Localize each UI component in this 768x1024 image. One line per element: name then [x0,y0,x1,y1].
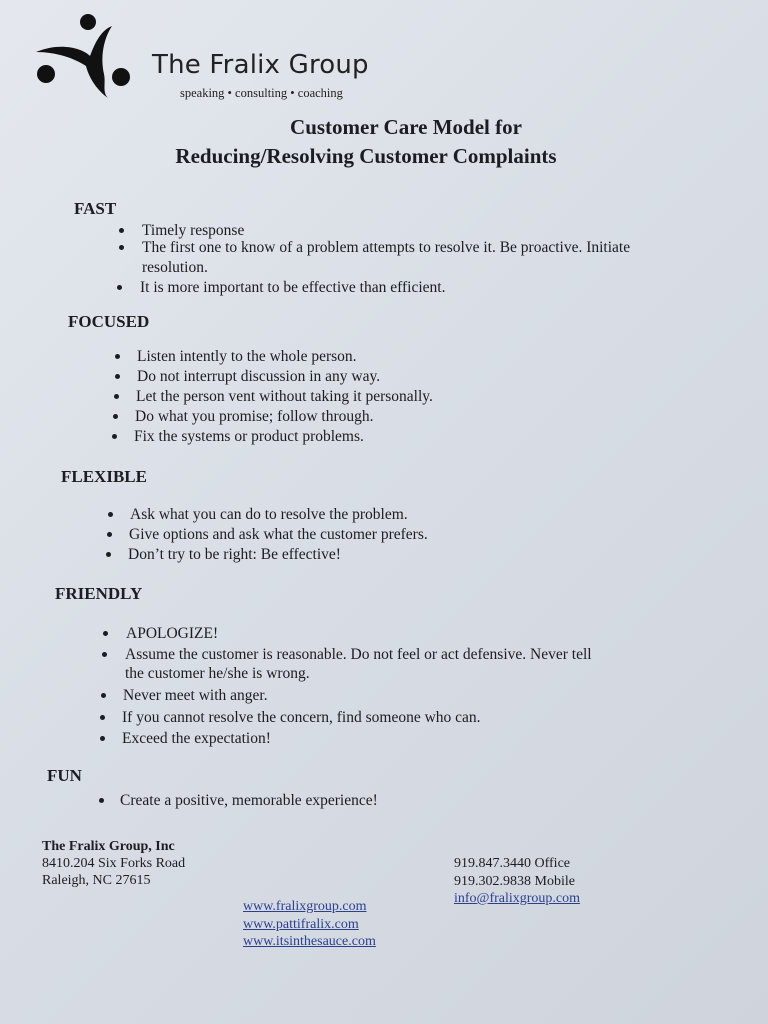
section-heading: FOCUSED [68,312,150,331]
title-line-1: Customer Care Model for [290,115,522,139]
link-fralixgroup[interactable]: www.fralixgroup.com [243,899,367,914]
bullet-icon [119,245,124,250]
title-line-2: Reducing/Resolving Customer Complaints [175,144,557,168]
list-item: Let the person vent without taking it personally. [136,387,433,407]
bullet-list [61,505,428,565]
list-item: Timely response [142,221,630,241]
list-item: Create a positive, memorable experience! [120,791,378,811]
bullet-icon [114,394,119,399]
bullet-icon [100,715,105,720]
list-item: Fix the systems or product problems. [134,427,433,447]
section-heading: FRIENDLY [55,584,143,603]
document-title [0,113,768,171]
fralix-logo-icon [30,12,134,98]
list-item: Do what you promise; follow through. [135,407,433,427]
bullet-icon [106,552,111,557]
list-item-continuation: the customer he/she is wrong. [125,665,310,682]
list-item-continuation: resolution. [142,259,208,276]
tagline: speaking • consulting • coaching [180,86,343,100]
bullet-list [68,347,433,447]
list-item: Never meet with anger. [123,686,592,706]
bullet-list [74,221,630,298]
email-link[interactable]: info@fralixgroup.com [454,891,581,906]
bullet-icon [103,631,108,636]
footer-contact [454,855,580,908]
bullet-icon [99,798,104,803]
bullet-icon [107,532,112,537]
bullet-icon [113,414,118,419]
section-heading: FAST [74,199,117,218]
bullet-icon [100,736,105,741]
footer-address [42,838,185,889]
list-item: Assume the customer is reasonable. Do not feel or act defensive. Never tell [125,645,592,665]
list-item: APOLOGIZE! [126,624,592,644]
bullet-icon [115,354,120,359]
section-fun [47,766,378,811]
mobile-phone: 919.302.9838 Mobile [454,873,575,889]
list-item: If you cannot resolve the concern, find someone who can. [122,708,592,728]
footer-address-line-1: 8410.204 Six Forks Road [42,856,186,871]
bullet-list [55,624,592,749]
section-flexible [61,467,428,565]
list-item: Do not interrupt discussion in any way. [137,367,433,387]
bullet-icon [115,374,120,379]
footer-links [243,898,376,951]
link-itsinthesauce[interactable]: www.itsinthesauce.com [243,934,376,949]
footer-address-line-2: Raleigh, NC 27615 [42,873,151,888]
bullet-icon [119,228,124,233]
link-pattifralix[interactable]: www.pattifralix.com [243,916,359,932]
bullet-icon [108,512,113,517]
section-friendly [55,584,592,749]
company-name: The Fralix Group [152,50,369,80]
bullet-icon [117,285,122,290]
section-fast [74,199,630,298]
list-item: Ask what you can do to resolve the problem. [130,505,428,525]
list-item: Don’t try to be right: Be effective! [128,545,428,565]
section-heading: FLEXIBLE [61,467,147,486]
list-item: The first one to know of a problem attempts to resolve it. Be proactive. Initiate [142,238,630,258]
bullet-icon [101,693,106,698]
list-item: Give options and ask what the customer prefers. [129,525,428,545]
footer-company: The Fralix Group, Inc [42,839,175,854]
section-heading: FUN [47,766,82,785]
list-item: Exceed the expectation! [122,729,592,749]
list-item: Listen intently to the whole person. [137,347,433,367]
list-item: It is more important to be effective than efficient. [140,278,630,298]
bullet-icon [112,434,117,439]
section-focused [68,312,433,447]
bullet-icon [102,652,107,657]
bullet-list [47,791,378,811]
office-phone: 919.847.3440 Office [454,856,570,871]
